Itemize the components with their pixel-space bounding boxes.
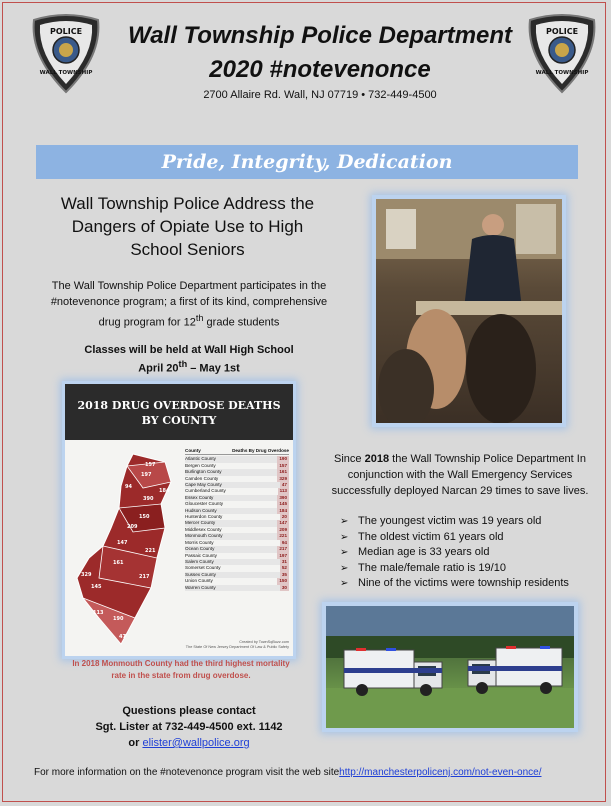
fact-text: Median age is 33 years old xyxy=(358,546,490,558)
county-deaths: 35 xyxy=(281,571,287,577)
list-item xyxy=(340,530,569,546)
badge-right-text-bottom: WALL TOWNSHIP xyxy=(535,70,589,76)
officer-classroom-photo xyxy=(376,199,562,423)
contact-info xyxy=(84,703,294,751)
county-deaths-table xyxy=(185,448,289,591)
summary-year: 2018 xyxy=(364,453,390,465)
county-deaths: 47 xyxy=(281,482,287,488)
county-deaths: 197 xyxy=(279,552,287,558)
page-title: Wall Township Police Department xyxy=(127,22,513,49)
county-deaths: 190 xyxy=(279,456,287,462)
map-label: 47 xyxy=(119,634,126,640)
footer-info xyxy=(34,767,604,778)
county-name: Ocean County xyxy=(185,546,215,552)
badge-right-text-top: POLICE xyxy=(545,27,579,36)
table-row xyxy=(185,585,289,591)
infographic-header xyxy=(65,384,293,440)
infographic-title-line2: BY COUNTY xyxy=(141,414,217,427)
summary-part2: the Wall Township Police Department In conjunction with the Wall Emergency Services successfully deployed Narcan 29 times to save lives. xyxy=(331,453,589,497)
map-label: 209 xyxy=(127,524,138,530)
contact-line1: Questions please contact xyxy=(122,705,256,717)
list-item xyxy=(340,576,569,592)
narcan-summary xyxy=(318,451,602,499)
intro-superscript: th xyxy=(195,313,204,323)
county-name: Middlesex County xyxy=(185,526,222,532)
list-item xyxy=(340,545,569,561)
article-headline: Wall Township Police Address the Dangers of Opiate Use to High School Seniors xyxy=(60,194,315,259)
county-name: Hudson County xyxy=(185,507,217,513)
map-label: 145 xyxy=(91,584,102,590)
county-deaths: 30 xyxy=(281,584,287,590)
county-deaths: 217 xyxy=(279,546,287,552)
motto-banner: Pride, Integrity, Dedication xyxy=(36,145,578,179)
class-location: Classes will be held at Wall High School xyxy=(84,344,294,356)
county-name: Bergen County xyxy=(185,462,216,468)
department-address: 2700 Allaire Rd. Wall, NJ 07719 • 732-449-4500 xyxy=(203,89,437,101)
county-deaths: 145 xyxy=(279,501,287,507)
infographic-credit xyxy=(186,640,289,650)
col-deaths: Deaths By Drug Overdose xyxy=(232,448,289,453)
county-name: Passaic County xyxy=(185,552,217,558)
ambulances-photo xyxy=(326,606,574,728)
county-deaths: 113 xyxy=(279,488,287,494)
contact-line2: Sgt. Lister at 732-449-4500 ext. 1142 xyxy=(95,721,283,733)
county-deaths: 157 xyxy=(279,462,287,468)
county-deaths: 184 xyxy=(279,507,287,513)
county-deaths: 31 xyxy=(281,558,287,564)
program-intro xyxy=(44,278,334,331)
monmouth-note: In 2018 Monmouth County had the third highest mortality rate in the state from drug overdose. xyxy=(72,659,290,680)
intro-tail-text: grade students xyxy=(203,316,280,329)
county-name: Essex County xyxy=(185,494,214,500)
class-date-start: April 20 xyxy=(138,362,179,375)
intro-main-text: The Wall Township Police Department participates in the #notevenonce program; a first of its kind, comprehensive drug program for 12 xyxy=(50,280,328,329)
county-deaths: 221 xyxy=(279,533,287,539)
list-item xyxy=(340,514,569,530)
overdose-infographic xyxy=(65,384,293,656)
county-name: Somerset County xyxy=(185,565,221,571)
badge-left-text-top: POLICE xyxy=(49,27,83,36)
map-label: 157 xyxy=(145,462,156,468)
map-label: 161 xyxy=(113,560,124,566)
county-name: Atlantic County xyxy=(185,456,216,462)
col-county: County xyxy=(185,448,201,453)
police-badge-left-icon xyxy=(28,10,104,94)
fact-text: The oldest victim 61 years old xyxy=(358,530,504,543)
fact-text: The male/female ratio is 19/10 xyxy=(358,561,506,574)
page-subtitle: 2020 #notevenonce xyxy=(209,56,431,83)
county-name: Cumberland County xyxy=(185,488,226,494)
county-deaths: 52 xyxy=(281,565,287,571)
program-website-link[interactable]: http://manchesterpolicenj.com/not-even-once/ xyxy=(339,767,542,778)
county-name: Mercer County xyxy=(185,520,216,526)
county-name: Cape May County xyxy=(185,482,222,488)
county-deaths: 161 xyxy=(279,469,287,475)
map-label: 197 xyxy=(141,472,152,478)
arrow-bullet-icon: ➢ xyxy=(340,531,349,543)
email-link[interactable]: elister@wallpolice.org xyxy=(142,737,250,749)
class-dates xyxy=(44,357,334,376)
map-label: 94 xyxy=(125,484,132,490)
map-label: 329 xyxy=(81,572,92,578)
victim-facts-list xyxy=(340,514,569,592)
map-label: 190 xyxy=(113,616,124,622)
map-label: 390 xyxy=(143,496,154,502)
county-name: Camden County xyxy=(185,475,219,481)
nj-county-map xyxy=(73,448,181,648)
infographic-title-line1: 2018 DRUG OVERDOSE DEATHS xyxy=(77,399,281,412)
county-name: Sussex County xyxy=(185,571,216,577)
county-name: Hunterdon County xyxy=(185,514,223,520)
contact-or: or xyxy=(128,737,143,749)
table-header xyxy=(185,448,289,455)
county-name: Salem County xyxy=(185,558,214,564)
county-name: Burlington County xyxy=(185,469,222,475)
county-deaths: 20 xyxy=(281,514,287,520)
summary-part1: Since xyxy=(334,453,365,465)
county-name: Morris County xyxy=(185,539,214,545)
fact-text: Nine of the victims were township residents xyxy=(358,577,569,589)
map-label: 217 xyxy=(139,574,150,580)
class-date-end: – May 1st xyxy=(187,362,240,375)
class-date-superscript: th xyxy=(178,359,188,369)
badge-left-text-bottom: WALL TOWNSHIP xyxy=(39,70,93,76)
county-name: Gloucester County xyxy=(185,501,224,507)
county-deaths: 150 xyxy=(279,578,287,584)
map-label: 147 xyxy=(117,540,128,546)
arrow-bullet-icon: ➢ xyxy=(340,516,349,527)
county-deaths: 209 xyxy=(279,526,287,532)
county-deaths: 329 xyxy=(279,475,287,481)
arrow-bullet-icon: ➢ xyxy=(340,547,349,558)
map-label: 221 xyxy=(145,548,156,554)
map-label: 150 xyxy=(139,514,150,520)
county-name: Monmouth County xyxy=(185,533,223,539)
credit-line1: Created by TownSqBuzz.com xyxy=(239,640,289,644)
arrow-bullet-icon: ➢ xyxy=(340,578,349,589)
map-label: 184 xyxy=(159,488,170,494)
county-deaths: 147 xyxy=(279,520,287,526)
class-schedule xyxy=(44,343,334,376)
county-deaths: 390 xyxy=(279,494,287,500)
map-label: 113 xyxy=(93,610,104,616)
county-name: Warren County xyxy=(185,584,216,590)
credit-line2: The State Of New Jersey Department Of Law & Public Safety xyxy=(185,645,289,649)
county-deaths: 94 xyxy=(281,539,287,545)
county-name: Union County xyxy=(185,578,213,584)
fact-text: The youngest victim was 19 years old xyxy=(358,515,542,527)
list-item xyxy=(340,561,569,577)
contact-line3 xyxy=(84,735,294,751)
footer-text: For more information on the #notevenonce program visit the web site xyxy=(34,767,340,778)
arrow-bullet-icon: ➢ xyxy=(340,562,349,574)
